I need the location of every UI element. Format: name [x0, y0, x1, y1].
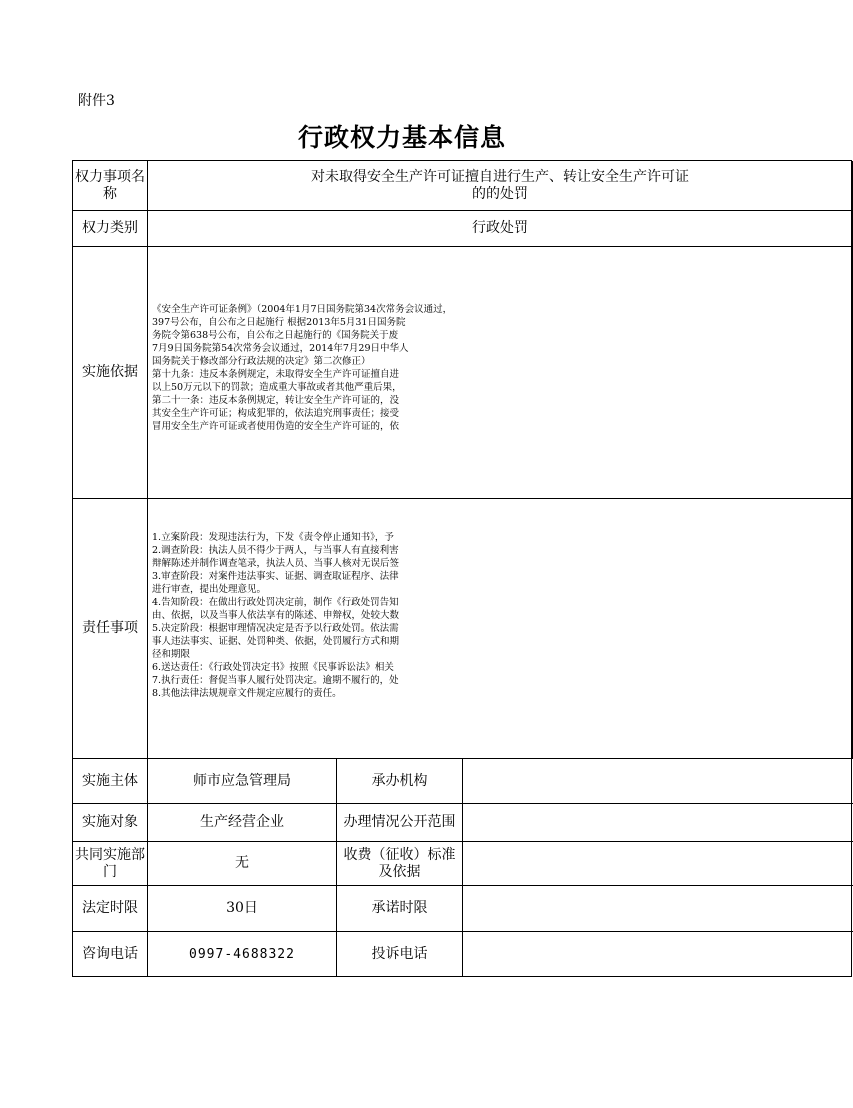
basis-line: 冒用安全生产许可证或者使用伪造的安全生产许可证的，依 — [152, 420, 400, 432]
duty-line: 3.审查阶段：对案件违法事实、证据、调查取证程序、法律 — [152, 571, 399, 582]
basis-line: 第二十一条：违反本条例规定，转让安全生产许可证的，没 — [152, 394, 400, 406]
row-basis-label: 实施依据 — [73, 247, 148, 499]
duty-line: 1.立案阶段：发现违法行为，下发《责令停止通知书》，予 — [152, 532, 394, 543]
row-target-value: 生产经营企业 — [148, 804, 337, 842]
row-limit-value2 — [463, 886, 853, 932]
row-name-value: 对未取得安全生产许可证擅自进行生产、转让安全生产许可证 的的处罚 — [148, 161, 853, 211]
row-limit-label2: 承诺时限 — [337, 886, 463, 932]
page-title: 行政权力基本信息 — [298, 123, 507, 152]
row-joint-value2 — [463, 842, 853, 886]
row-joint-label: 共同实施部门 — [73, 842, 148, 886]
row-name-label: 权力事项名称 — [73, 161, 148, 211]
basis-line: 国务院关于修改部分行政法规的决定》第二次修正） — [152, 355, 371, 367]
row-phone-label: 咨询电话 — [73, 932, 148, 976]
row-phone-value2 — [463, 932, 853, 976]
row-category-label: 权力类别 — [73, 211, 148, 247]
duty-line: 4.告知阶段：在做出行政处罚决定前，制作《行政处罚告知 — [152, 597, 399, 608]
row-subject-label: 实施主体 — [73, 759, 148, 804]
duty-line: 径和期限 — [152, 649, 191, 660]
basis-line: 其安全生产许可证；构成犯罪的，依法追究刑事责任；接受 — [152, 407, 400, 419]
basis-line: 《安全生产许可证条例》（2004年1月7日国务院第34次常务会议通过， — [152, 303, 453, 315]
duty-line: 辩解陈述并制作调查笔录，执法人员、当事人核对无误后签 — [152, 558, 400, 569]
row-joint-label2: 收费（征收）标准及依据 — [337, 842, 463, 886]
basis-line: 7月9日国务院第54次常务会议通过，2014年7月29日中华人 — [152, 342, 409, 354]
row-joint-value: 无 — [148, 842, 337, 886]
duty-line: 5.决定阶段：根据审理情况决定是否予以行政处罚。依法需 — [152, 623, 399, 634]
duty-line: 由、依据，以及当事人依法享有的陈述、申辩权，处较大数 — [152, 610, 400, 621]
info-table-viewport — [72, 160, 689, 977]
duty-line: 事人违法事实、证据、处罚种类、依据，处罚履行方式和期 — [152, 636, 400, 647]
duty-line: 进行审查，提出处理意见。 — [152, 584, 267, 595]
row-basis-value — [148, 247, 853, 499]
row-limit-label: 法定时限 — [73, 886, 148, 932]
row-target-label: 实施对象 — [73, 804, 148, 842]
row-phone-label2: 投诉电话 — [337, 932, 463, 976]
annex-label: 附件3 — [78, 93, 115, 109]
duty-line: 8.其他法律法规规章文件规定应履行的责任。 — [152, 688, 342, 699]
row-duty-label: 责任事项 — [73, 499, 148, 759]
row-phone-value: 0997-4688322 — [148, 932, 337, 976]
row-target-label2: 办理情况公开范围 — [337, 804, 463, 842]
row-category-value: 行政处罚 — [148, 211, 853, 247]
row-subject-label2: 承办机构 — [337, 759, 463, 804]
row-subject-value2 — [463, 759, 853, 804]
basis-line: 第十九条：违反本条例规定，未取得安全生产许可证擅自进 — [152, 368, 400, 380]
duty-line: 7.执行责任：督促当事人履行处罚决定。逾期不履行的，处 — [152, 675, 399, 686]
row-limit-value: 30日 — [148, 886, 337, 932]
row-duty-value — [148, 499, 853, 759]
row-subject-value: 师市应急管理局 — [148, 759, 337, 804]
duty-line: 2.调查阶段：执法人员不得少于两人，与当事人有直接利害 — [152, 545, 399, 556]
duty-line: 6.送达责任：《行政处罚决定书》按照《民事诉讼法》相关 — [152, 662, 394, 673]
basis-line: 397号公布，自公布之日起施行 根据2013年5月31日国务院 — [152, 316, 406, 328]
basis-line: 务院令第638号公布，自公布之日起施行的《国务院关于废 — [152, 329, 399, 341]
info-table — [72, 160, 852, 977]
row-target-value2 — [463, 804, 853, 842]
basis-line: 以上50万元以下的罚款；造成重大事故或者其他严重后果， — [152, 381, 402, 393]
